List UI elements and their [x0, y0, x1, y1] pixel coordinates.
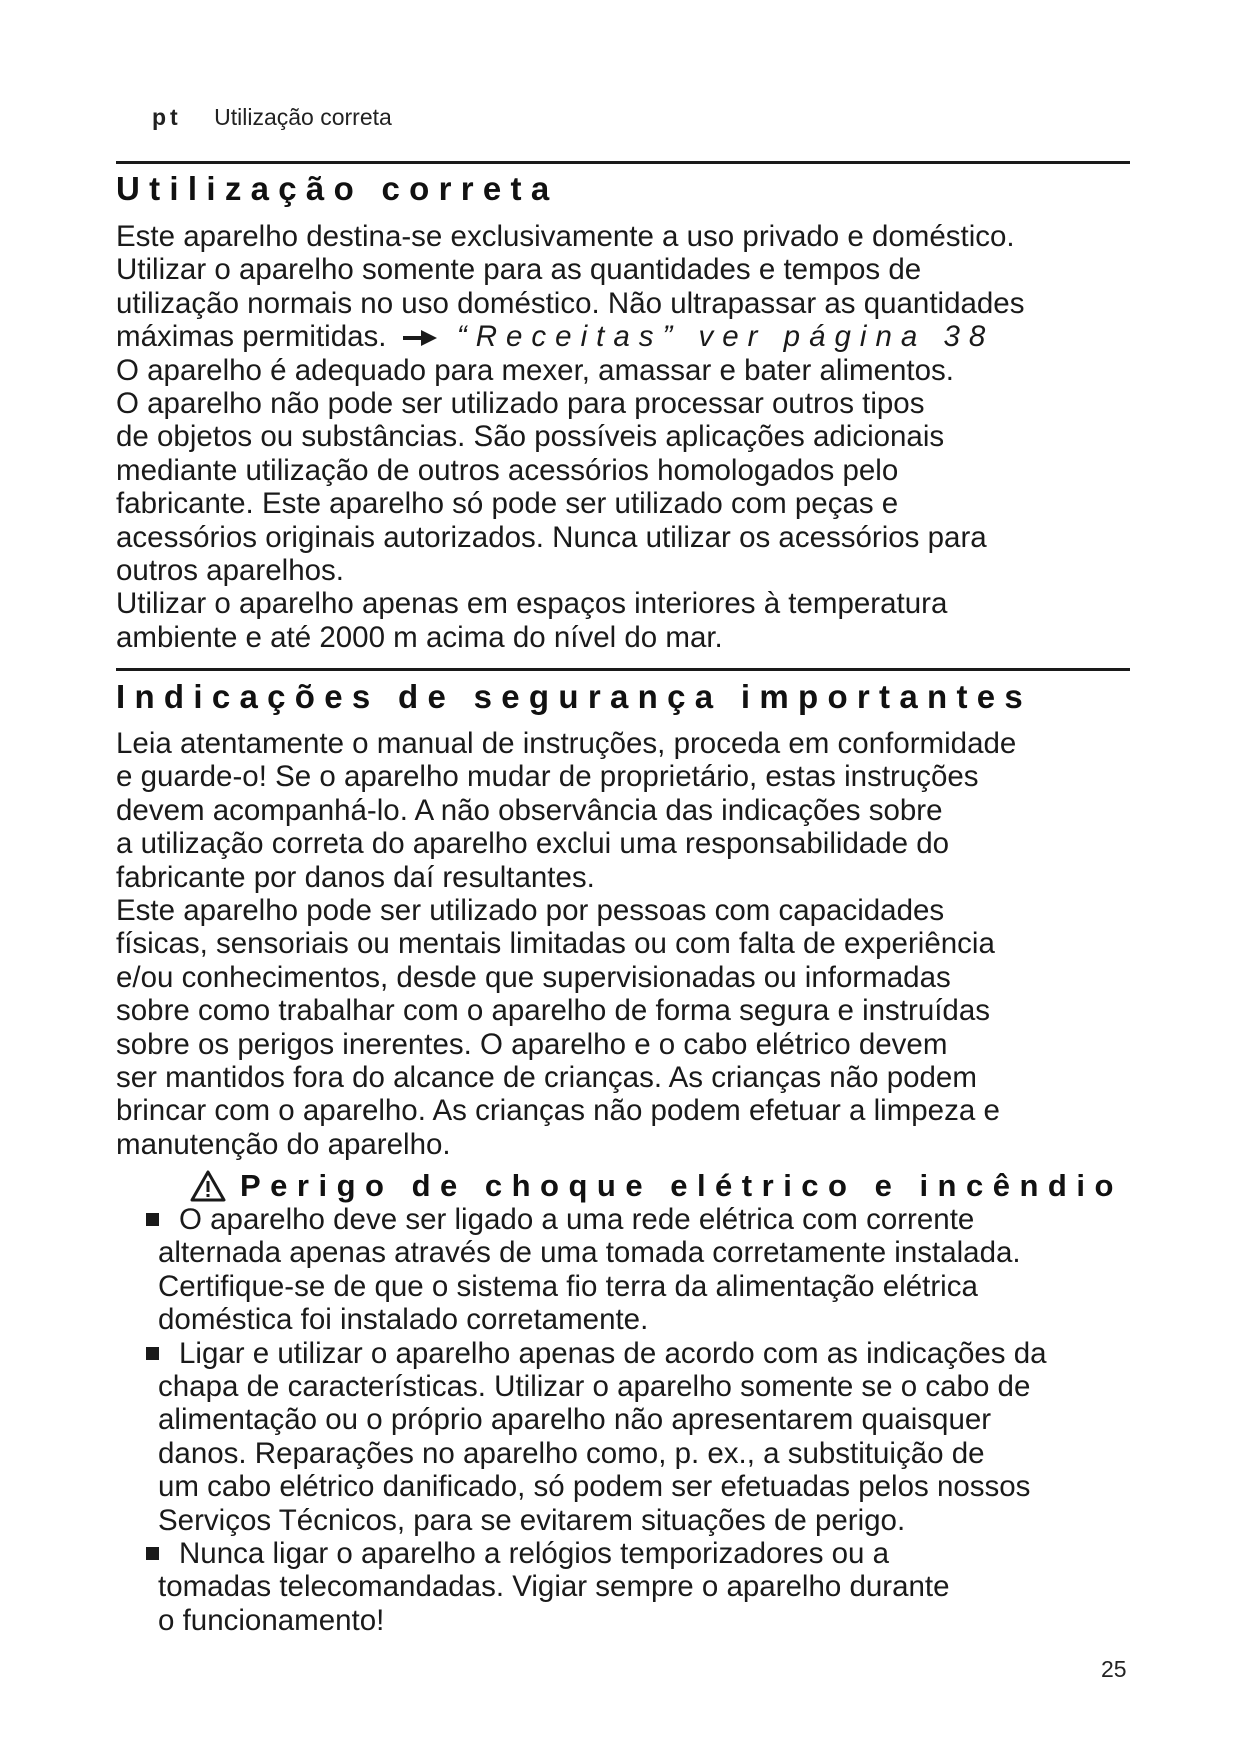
- language-code: pt: [152, 104, 182, 130]
- page-number: 25: [1101, 1656, 1127, 1682]
- section-divider: [116, 161, 1130, 164]
- text-line: outros aparelhos.: [116, 553, 344, 587]
- list-item-line: danos. Reparações no aparelho como, p. ex., a substituição de: [158, 1436, 985, 1470]
- warning-triangle-icon: [190, 1170, 226, 1202]
- list-item-line: um cabo elétrico danificado, só podem ser efetuadas pelos nossos: [158, 1470, 1031, 1504]
- list-item-line: alimentação ou o próprio aparelho não apresentarem quaisquer: [158, 1403, 992, 1437]
- list-item-line: o funcionamento!: [158, 1603, 385, 1637]
- list-item-text: Nunca ligar o aparelho a relógios temporizadores ou a: [179, 1536, 890, 1570]
- list-item-line: [146, 1337, 1146, 1370]
- text-line: ambiente e até 2000 m acima do nível do mar.: [116, 620, 723, 654]
- bullet-square-icon: [146, 1347, 159, 1360]
- list-item: [146, 1203, 1146, 1337]
- text-line: ser mantidos fora do alcance de crianças. As crianças não podem: [116, 1060, 977, 1094]
- text-line: brincar com o aparelho. As crianças não podem efetuar a limpeza e: [116, 1094, 1000, 1128]
- text-line: de objetos ou substâncias. São possíveis aplicações adicionais: [116, 420, 945, 454]
- text-line: fabricante por danos daí resultantes.: [116, 860, 595, 894]
- text-line: mediante utilização de outros acessórios homologados pelo: [116, 453, 899, 487]
- text-line: e/ou conhecimentos, desde que supervisionadas ou informadas: [116, 960, 951, 994]
- section-divider: [116, 668, 1130, 671]
- safety-text: [116, 727, 1136, 1161]
- text-line: Este aparelho pode ser utilizado por pessoas com capacidades: [116, 893, 945, 927]
- list-item: [146, 1537, 1146, 1637]
- section-heading-safety: Indicações de segurança importantes: [116, 678, 1033, 715]
- list-item-line: [146, 1203, 1146, 1236]
- text-line: Leia atentamente o manual de instruções, proceda em conformidade: [116, 727, 1017, 760]
- list-item: [146, 1337, 1146, 1537]
- text-line-prefix: máximas permitidas.: [116, 320, 387, 354]
- list-item-line: Certifique-se de que o sistema fio terra da alimentação elétrica: [158, 1269, 978, 1303]
- list-item-text: O aparelho deve ser ligado a uma rede elétrica com corrente: [179, 1203, 975, 1236]
- header-title: Utilização correta: [214, 104, 392, 130]
- list-item-text: Ligar e utilizar o aparelho apenas de acordo com as indicações da: [179, 1336, 1047, 1370]
- text-line: físicas, sensoriais ou mentais limitadas ou com falta de experiência: [116, 927, 995, 961]
- usage-text: [116, 220, 1136, 654]
- section-heading-usage: Utilização correta: [116, 170, 559, 207]
- text-line-with-reference: [116, 320, 1136, 353]
- text-line: Utilizar o aparelho apenas em espaços interiores à temperatura: [116, 587, 948, 621]
- arrow-right-icon: [401, 329, 439, 347]
- text-line: Este aparelho destina-se exclusivamente a uso privado e doméstico.: [116, 220, 1015, 253]
- list-item-line: [146, 1537, 1146, 1570]
- text-line: sobre os perigos inerentes. O aparelho e o cabo elétrico devem: [116, 1027, 948, 1061]
- running-header: [152, 104, 392, 131]
- text-line: fabricante. Este aparelho só pode ser utilizado com peças e: [116, 487, 899, 521]
- text-line: manutenção do aparelho.: [116, 1127, 451, 1161]
- text-line: a utilização correta do aparelho exclui uma responsabilidade do: [116, 827, 950, 861]
- text-line: utilização normais no uso doméstico. Não ultrapassar as quantidades: [116, 286, 1025, 320]
- warning-heading: [190, 1168, 1123, 1204]
- list-item-line: doméstica foi instalado corretamente.: [158, 1303, 649, 1337]
- text-line: e guarde-o! Se o aparelho mudar de proprietário, estas instruções: [116, 760, 979, 794]
- text-line: devem acompanhá-lo. A não observância das indicações sobre: [116, 793, 943, 827]
- text-line: O aparelho não pode ser utilizado para processar outros tipos: [116, 386, 925, 420]
- bullet-square-icon: [146, 1213, 159, 1226]
- text-line: O aparelho é adequado para mexer, amassar e bater alimentos.: [116, 353, 954, 387]
- warning-bullet-list: [146, 1203, 1146, 1637]
- text-line: Utilizar o aparelho somente para as quantidades e tempos de: [116, 253, 922, 287]
- warning-title: Perigo de choque elétrico e incêndio: [240, 1168, 1123, 1203]
- bullet-square-icon: [146, 1547, 159, 1560]
- text-line: acessórios originais autorizados. Nunca utilizar os acessórios para: [116, 520, 987, 554]
- list-item-line: chapa de características. Utilizar o aparelho somente se o cabo de: [158, 1369, 1031, 1403]
- recipes-page-reference[interactable]: “Receitas” ver página 38: [456, 320, 995, 354]
- text-line: sobre como trabalhar com o aparelho de forma segura e instruídas: [116, 994, 990, 1028]
- list-item-line: Serviços Técnicos, para se evitarem situações de perigo.: [158, 1503, 906, 1537]
- list-item-line: alternada apenas através de uma tomada corretamente instalada.: [158, 1236, 1021, 1270]
- list-item-line: tomadas telecomandadas. Vigiar sempre o aparelho durante: [158, 1570, 950, 1604]
